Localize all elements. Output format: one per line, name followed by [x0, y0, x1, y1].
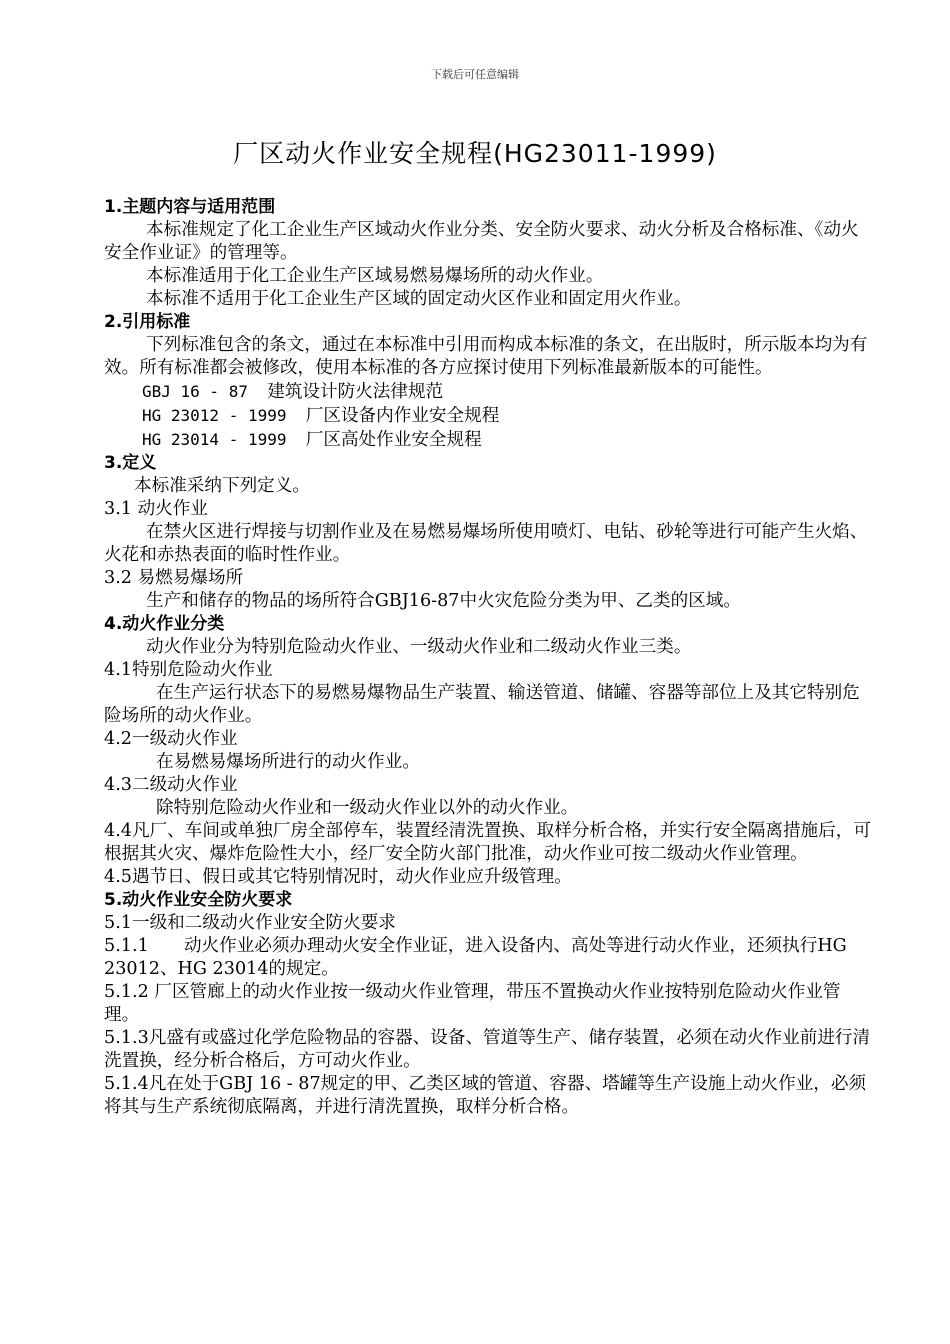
category-2-text: 在易燃易爆场所进行的动火作业。 [156, 752, 420, 772]
section-1-paragraph-3: 本标准不适用于化工企业生产区域的固定动火区作业和固定用火作业。 [146, 289, 692, 309]
subsection-5-1-title: 5.1一级和二级动火作业安全防火要求 [104, 913, 396, 933]
category-1-text: 在生产运行状态下的易燃易爆物品生产装置、输送管道、储罐、容器等部位上及其它特别危险场所的动火作业。 [104, 683, 860, 726]
reference-code: HG 23014 - 1999 [142, 430, 287, 449]
section-1-paragraph-1: 本标准规定了化工企业生产区域动火作业分类、安全防火要求、动火分析及合格标准、《动火安全作业证》的管理等。 [104, 220, 859, 263]
section-2-paragraph-1: 下列标准包含的条文，通过在本标准中引用而构成本标准的条文，在出版时，所示版本均为有效。所有标准都会被修改，使用本标准的各方应探讨使用下列标准最新版本的可能性。 [104, 335, 868, 378]
reference-item [104, 380, 874, 404]
reference-code: HG 23012 - 1999 [142, 406, 287, 425]
section-3-paragraph-1: 本标准采纳下列定义。 [134, 476, 310, 496]
category-3-title: 4.3二级动火作业 [104, 775, 238, 795]
section-4-paragraph-1: 动火作业分为特别危险动火作业、一级动火作业和二级动火作业三类。 [146, 637, 692, 657]
section-4-heading: 4.动火作业分类 [104, 614, 225, 634]
section-3-heading: 3.定义 [104, 453, 157, 473]
document-title: 厂区动火作业安全规程(HG23011-1999) [233, 139, 717, 168]
reference-item [104, 404, 874, 428]
document-body [104, 196, 874, 1119]
category-1-title: 4.1特别危险动火作业 [104, 660, 273, 680]
section-1-heading: 1.主题内容与适用范围 [104, 197, 276, 217]
definition-2-title: 3.2 易燃易爆场所 [104, 568, 244, 588]
reference-name: 建筑设计防火法律规范 [267, 382, 444, 402]
reference-name: 厂区高处作业安全规程 [305, 430, 482, 450]
reference-name: 厂区设备内作业安全规程 [305, 406, 500, 426]
definition-1-text: 在禁火区进行焊接与切割作业及在易燃易爆场所使用喷灯、电钻、砂轮等进行可能产生火焰、火花和赤热表面的临时性作业。 [104, 522, 868, 565]
reference-item [104, 428, 874, 452]
clause-4-5: 4.5遇节日、假日或其它特别情况时，动火作业应升级管理。 [104, 867, 572, 887]
header-watermark: 下载后可任意编辑 [431, 68, 519, 81]
category-3-text: 除特别危险动火作业和一级动火作业以外的动火作业。 [156, 798, 579, 818]
definition-1-title: 3.1 动火作业 [104, 499, 208, 519]
definition-2-text: 生产和储存的物品的场所符合GBJ16-87中火灾危险分类为甲、乙类的区域。 [146, 591, 741, 611]
clause-4-4: 4.4凡厂、车间或单独厂房全部停车，装置经清洗置换、取样分析合格，并实行安全隔离措施后，可根据其火灾、爆炸危险性大小，经厂安全防火部门批准，动火作业可按二级动火作业管理。 [104, 821, 871, 864]
section-2-heading: 2.引用标准 [104, 312, 191, 332]
clause-5-1-3: 5.1.3凡盛有或盛过化学危险物品的容器、设备、管道等生产、储存装置，必须在动火作业前进行清洗置换，经分析合格后，方可动火作业。 [104, 1028, 871, 1071]
category-2-title: 4.2一级动火作业 [104, 729, 238, 749]
reference-code: GBJ 16 - 87 [142, 382, 248, 401]
clause-5-1-1: 5.1.1 动火作业必须办理动火安全作业证，进入设备内、高处等进行动火作业，还须执行HG 23012、HG 23014的规定。 [104, 936, 847, 979]
section-5-heading: 5.动火作业安全防火要求 [104, 890, 293, 910]
clause-5-1-2: 5.1.2 厂区管廊上的动火作业按一级动火作业管理，带压不置换动火作业按特别危险动火作业管理。 [104, 982, 841, 1025]
section-1-paragraph-2: 本标准适用于化工企业生产区域易燃易爆场所的动火作业。 [146, 266, 604, 286]
clause-5-1-4: 5.1.4凡在处于GBJ 16 - 87规定的甲、乙类区域的管道、容器、塔罐等生产设施上动火作业，必须将其与生产系统彻底隔离，并进行清洗置换，取样分析合格。 [104, 1074, 867, 1117]
